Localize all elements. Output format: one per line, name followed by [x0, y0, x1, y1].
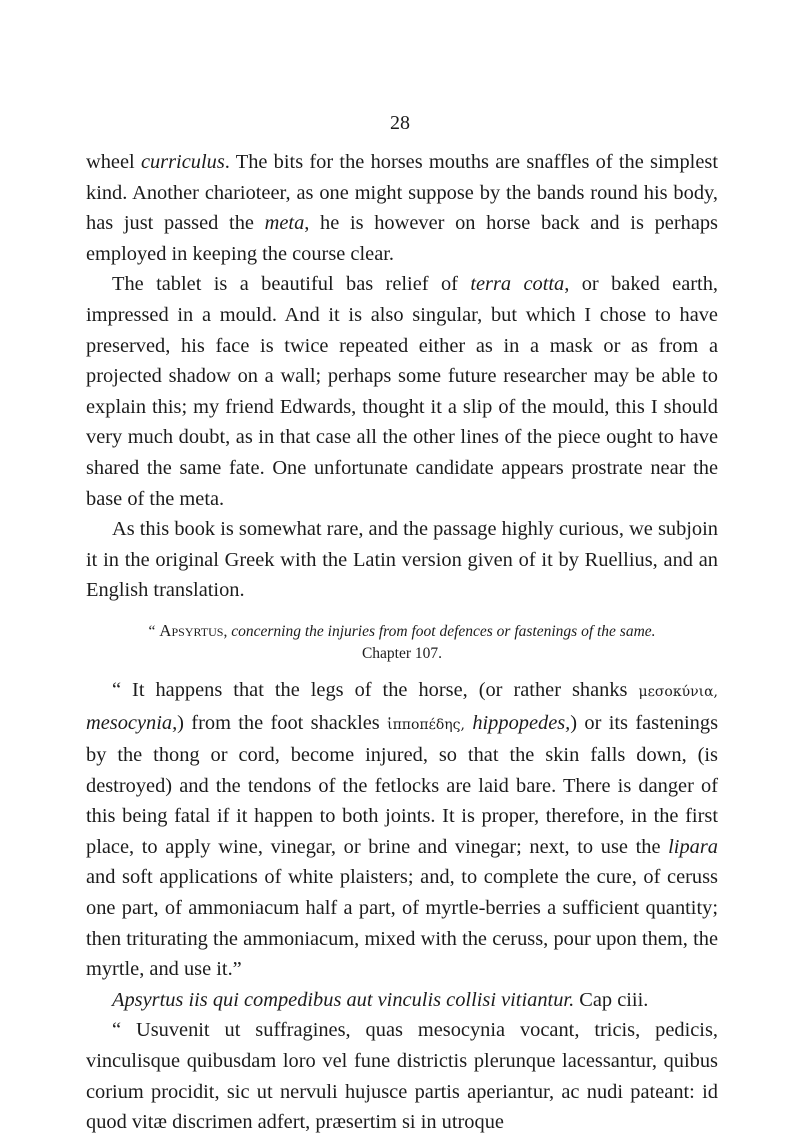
- paragraph-6: [86, 1015, 718, 1137]
- paragraph-2: [86, 269, 718, 514]
- body-text: [86, 147, 718, 1138]
- italic-term: curriculus: [140, 151, 225, 173]
- caption-title-line: [86, 620, 718, 643]
- text: Cap ciii.: [574, 988, 649, 1011]
- greek-term: ἱπποπέδης,: [387, 716, 465, 733]
- text: wheel: [86, 151, 141, 173]
- text: ) from the foot shackles: [177, 711, 388, 734]
- italic-term: lipara: [668, 835, 718, 858]
- text: and soft applications of white plaisters; and, to complete the cure, of ceruss one part, of ammoniacum half a part, of myrtle-berries a sufficient quantity; then triturating the ammoniacum, mixed with the ceruss, pour upon them, the myrtle, and use it.”: [86, 866, 718, 981]
- paragraph-1: [86, 147, 718, 269]
- paragraph-4: [86, 675, 718, 985]
- text: ) or its fastenings by the thong or cord, become injured, so that the skin falls down, (is destroyed) and the tendons of the fetlocks are laid bare. There is danger of this being fatal if it happen to both joints. It is proper, therefore, in the first place, to apply wine, vinegar, or brine and vinegar; next, to use the: [86, 711, 719, 858]
- caption-author: Apsyrtus: [159, 620, 224, 640]
- text: As this book is somewhat rare, and the passage highly curious, we subjoin it in the original Greek with the Latin version given of it by Ruellius, and an English translation.: [86, 518, 718, 602]
- page-number: 28: [390, 112, 410, 134]
- text: “ It happens that the legs of the horse, (or rather shanks: [112, 678, 639, 701]
- greek-term: μεσοκύνια,: [638, 683, 718, 700]
- italic-term: terra cotta: [470, 273, 565, 296]
- italic-term: hippopedes,: [472, 711, 571, 734]
- italic-term: meta: [264, 212, 305, 235]
- paragraph-3: [86, 514, 718, 606]
- text: The tablet is a beautiful bas relief of: [112, 273, 471, 296]
- text: , or baked earth, impressed in a mould. And it is also singular, but which I chose to have preserved, his face is twice repeated either as in a mask or as from a projected shadow on a wall; perhaps some future researcher may be able to explain this; my friend Edwards, thought it a slip of the mould, this I should very much doubt, as in that case all the other lines of the piece ought to have shared the same fate. One unfortunate candidate appears prostrate near the base of the meta.: [86, 273, 718, 510]
- paragraph-5: [86, 985, 718, 1016]
- text: . The bits for the horses mouths are snaffles of the simplest kind. Another charioteer, as one might suppose by the bands round his body, has just passed the: [86, 151, 718, 235]
- caption-quote: “: [148, 622, 160, 640]
- chapter-caption: [86, 620, 718, 665]
- caption-chapter: Chapter 107.: [361, 644, 443, 662]
- text: “ Usuvenit ut suffragines, quas mesocynia vocant, tricis, pedicis, vinculisque quibusdam loro vel fune districtis plerunque lacessantur, quibus corium procidit, sic ut nervuli hujusce partis aperiantur, ac nudi pateant: id quod vitæ discrimen adfert, præsertim si in utroque: [86, 1019, 718, 1134]
- italic-term: mesocynia,: [86, 711, 178, 734]
- text: , he is however on horse back and is perhaps employed in keeping the course clear.: [86, 212, 718, 265]
- latin-heading: Apsyrtus iis qui compedibus aut vinculis collisi vitiantur.: [112, 988, 575, 1011]
- caption-title: concerning the injuries from foot defences or fastenings of the same.: [231, 622, 656, 640]
- caption-comma: ,: [223, 622, 232, 640]
